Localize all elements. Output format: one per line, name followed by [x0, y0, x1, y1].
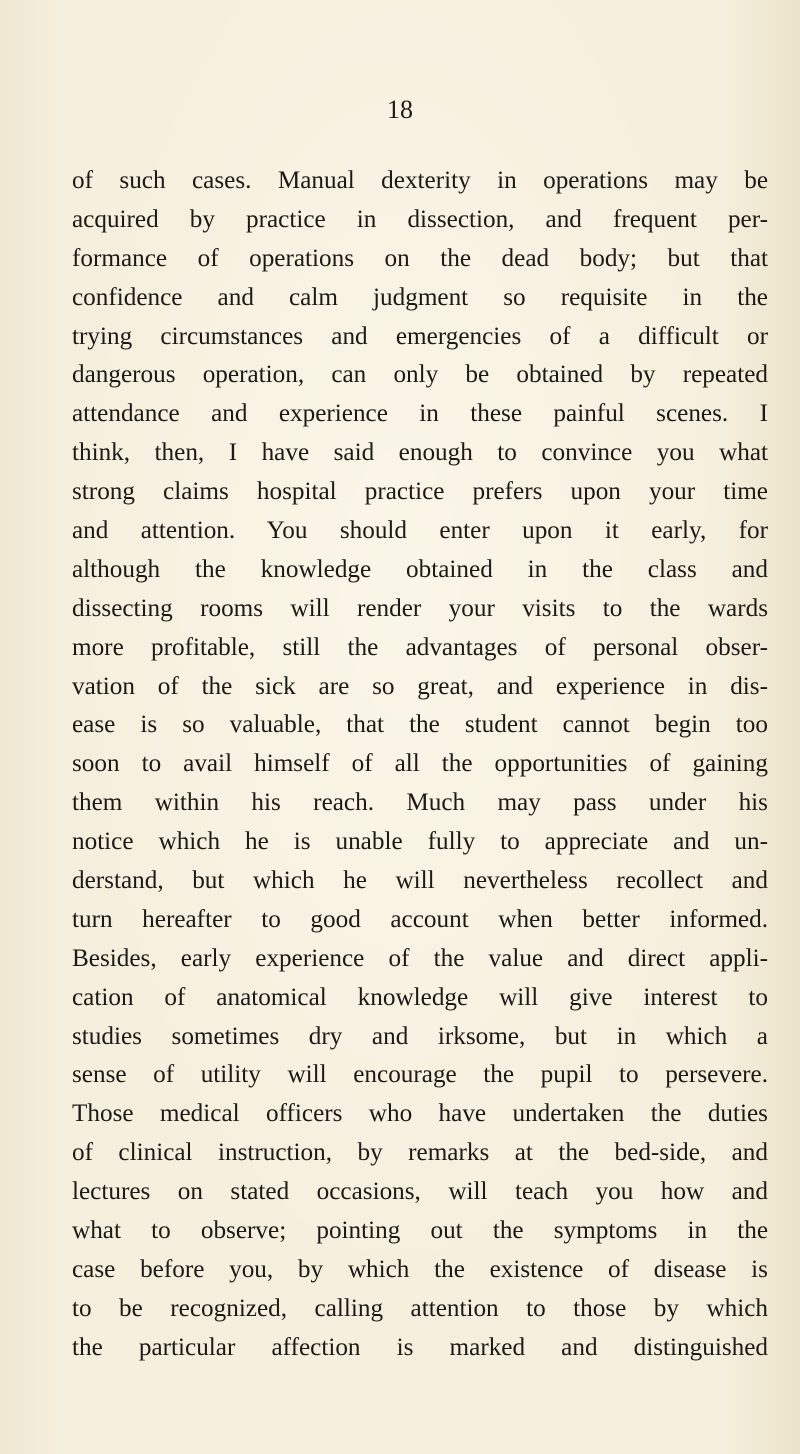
text-line: derstand, but which he will nevertheless recollect and [72, 867, 768, 895]
text-line: them within his reach. Much may pass under his [72, 789, 768, 817]
text-line: notice which he is unable fully to appreciate and un- [72, 828, 768, 856]
text-line: ease is so valuable, that the student cannot begin too [72, 711, 768, 739]
text-line: of such cases. Manual dexterity in operations may be [72, 167, 768, 194]
text-line: turn hereafter to good account when better informed. [72, 905, 768, 933]
text-line: lectures on stated occasions, will teach you how and [72, 1178, 768, 1206]
text-line: confidence and calm judgment so requisite in the [72, 283, 768, 311]
text-line: strong claims hospital practice prefers upon your time [72, 478, 768, 506]
text-line: dangerous operation, can only be obtained by repeated [72, 361, 768, 389]
text-line: of clinical instruction, by remarks at the bed-side, and [72, 1139, 768, 1167]
text-line: case before you, by which the existence of disease is [72, 1255, 768, 1283]
body-text [72, 162, 768, 1368]
text-line: Those medical officers who have undertaken the duties [72, 1100, 768, 1128]
text-line: formance of operations on the dead body; but that [72, 244, 768, 272]
text-line: although the knowledge obtained in the class and [72, 555, 768, 583]
text-line: cation of anatomical knowledge will give interest to [72, 983, 768, 1011]
text-line: more profitable, still the advantages of personal obser- [72, 633, 768, 661]
text-line: dissecting rooms will render your visits to the wards [72, 594, 768, 622]
text-line: vation of the sick are so great, and experience in dis- [72, 672, 768, 700]
text-line: acquired by practice in dissection, and frequent per- [72, 205, 768, 233]
text-line: to be recognized, calling attention to those by which [72, 1294, 768, 1322]
text-line: sense of utility will encourage the pupil to persevere. [72, 1061, 768, 1089]
text-line: trying circumstances and emergencies of a difficult or [72, 322, 768, 350]
page-number: 18 [387, 95, 413, 124]
text-line: attendance and experience in these painful scenes. I [72, 400, 768, 428]
text-line: Besides, early experience of the value and direct appli- [72, 944, 768, 972]
text-line: what to observe; pointing out the symptoms in the [72, 1217, 768, 1245]
text-line: and attention. You should enter upon it early, for [72, 517, 768, 545]
text-line: think, then, I have said enough to convince you what [72, 439, 768, 467]
text-line: soon to avail himself of all the opportunities of gaining [72, 750, 768, 778]
text-line: the particular affection is marked and distinguished [72, 1333, 768, 1361]
text-line: studies sometimes dry and irksome, but in which a [72, 1022, 768, 1050]
